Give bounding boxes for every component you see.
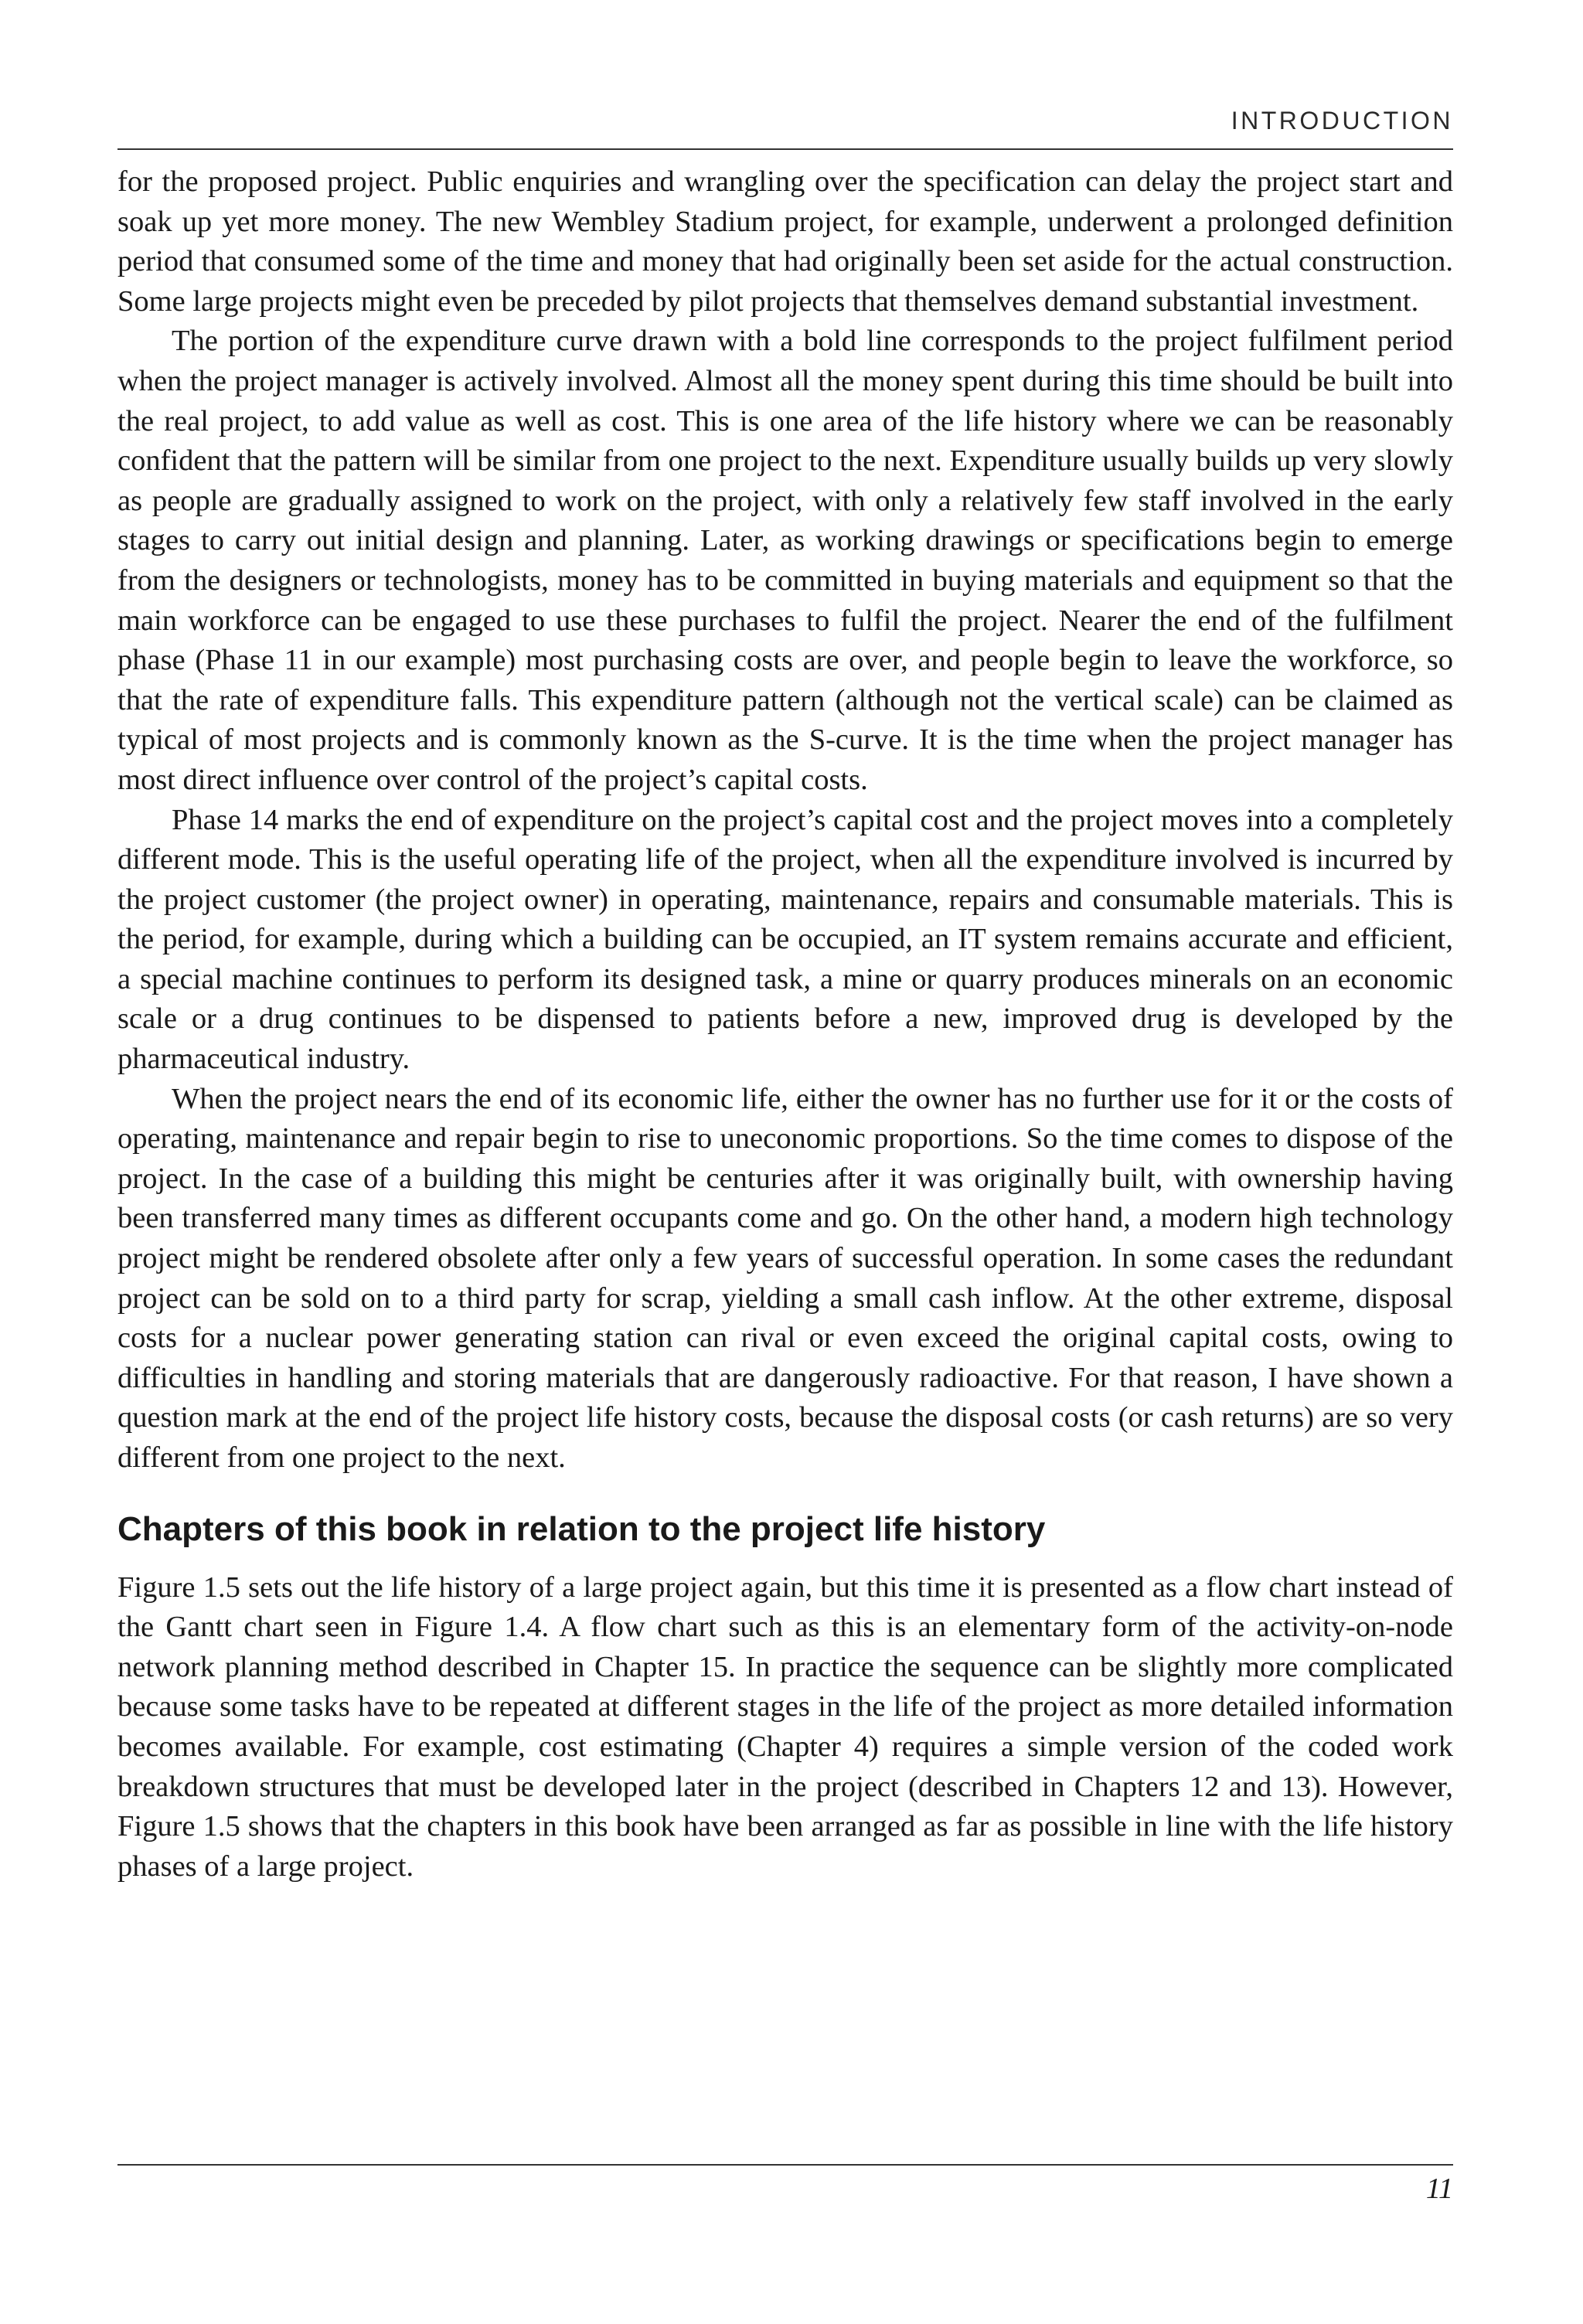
paragraph-figure-1-5: Figure 1.5 sets out the life history of a large project again, but this time it is presented as a flow chart instead of the Gantt chart seen in Figure 1.4. A flow chart such as this is an elementary form of the activity-on-node network planning method described in Chapter 15. In practice the sequence can be slightly more complicated because some tasks have to be repeated at different stages in the life of the project as more detailed information becomes available. For example, cost estimating (Chapter 4) requires a simple version of the coded work breakdown structures that must be developed later in the project (described in Chapters 12 and 13). However, Figure 1.5 shows that the chapters in this book have been arranged as far as possible in line with the life history phases of a large project.: [117, 1570, 1453, 1883]
header-rule: [117, 148, 1453, 150]
body-text: [117, 162, 1453, 1887]
paragraph-phase-14: Phase 14 marks the end of expenditure on the project’s capital cost and the project moves into a completely different mode. This is the useful operating life of the project, when all the expenditure involved is incurred by the project customer (the project owner) in operating, maintenance, repairs and consumable materials. This is the period, for example, during which a building can be occupied, an IT system remains accurate and efficient, a special machine continues to perform its designed task, a mine or quarry produces minerals on an economic scale or a drug continues to be dispensed to patients before a new, improved drug is developed by the pharmaceutical industry.: [117, 803, 1453, 1076]
book-page: [117, 0, 1453, 2324]
section-heading: Chapters of this book in relation to the project life history: [117, 1509, 1046, 1548]
running-header: INTRODUCTION: [1231, 107, 1453, 134]
page-number: 11: [1425, 2173, 1453, 2205]
paragraph-economic-life: When the project nears the end of its economic life, either the owner has no further use for it or the costs of operating, maintenance and repair begin to rise to uneconomic proportions. So the time comes to dispose of the project. In the case of a building this might be centuries after it was originally built, with ownership having been transferred many times as different occupants come and go. On the other hand, a modern high technology project might be rendered obsolete after only a few years of successful operation. In some cases the redundant project can be sold on to a third party for scrap, yielding a small cash inflow. At the other extreme, disposal costs for a nuclear power generating station can rival or even exceed the original capital costs, owing to difficulties in handling and storing materials that are dangerously radioactive. For that reason, I have shown a question mark at the end of the project life history costs, because the disposal costs (or cash returns) are so very different from one project to the next.: [117, 1082, 1453, 1474]
paragraph-continued: for the proposed project. Public enquiries and wrangling over the specification can delay the project start and soak up yet more money. The new Wembley Stadium project, for example, underwent a prolonged definition period that consumed some of the time and money that had originally been set aside for the actual construction. Some large projects might even be preceded by pilot projects that themselves demand substantial investment.: [117, 165, 1453, 318]
footer-rule: [117, 2164, 1453, 2166]
paragraph-expenditure-curve: The portion of the expenditure curve drawn with a bold line corresponds to the project fulfilment period when the project manager is actively involved. Almost all the money spent during this time should be built into the real project, to add value as well as cost. This is one area of the life history where we can be reasonably confident that the pattern will be similar from one project to the next. Expenditure usually builds up very slowly as people are gradually assigned to work on the project, with only a relatively few staff involved in the early stages to carry out initial design and planning. Later, as working drawings or specifications begin to emerge from the designers or technologists, money has to be committed in buying materials and equipment so that the main workforce can be engaged to use these purchases to fulfil the project. Nearer the end of the fulfilment phase (Phase 11 in our example) most purchasing costs are over, and people begin to leave the workforce, so that the rate of expenditure falls. This expenditure pattern (although not the vertical scale) can be claimed as typical of most projects and is commonly known as the S-curve. It is the time when the project manager has most direct influence over control of the project’s capital costs.: [117, 325, 1453, 796]
